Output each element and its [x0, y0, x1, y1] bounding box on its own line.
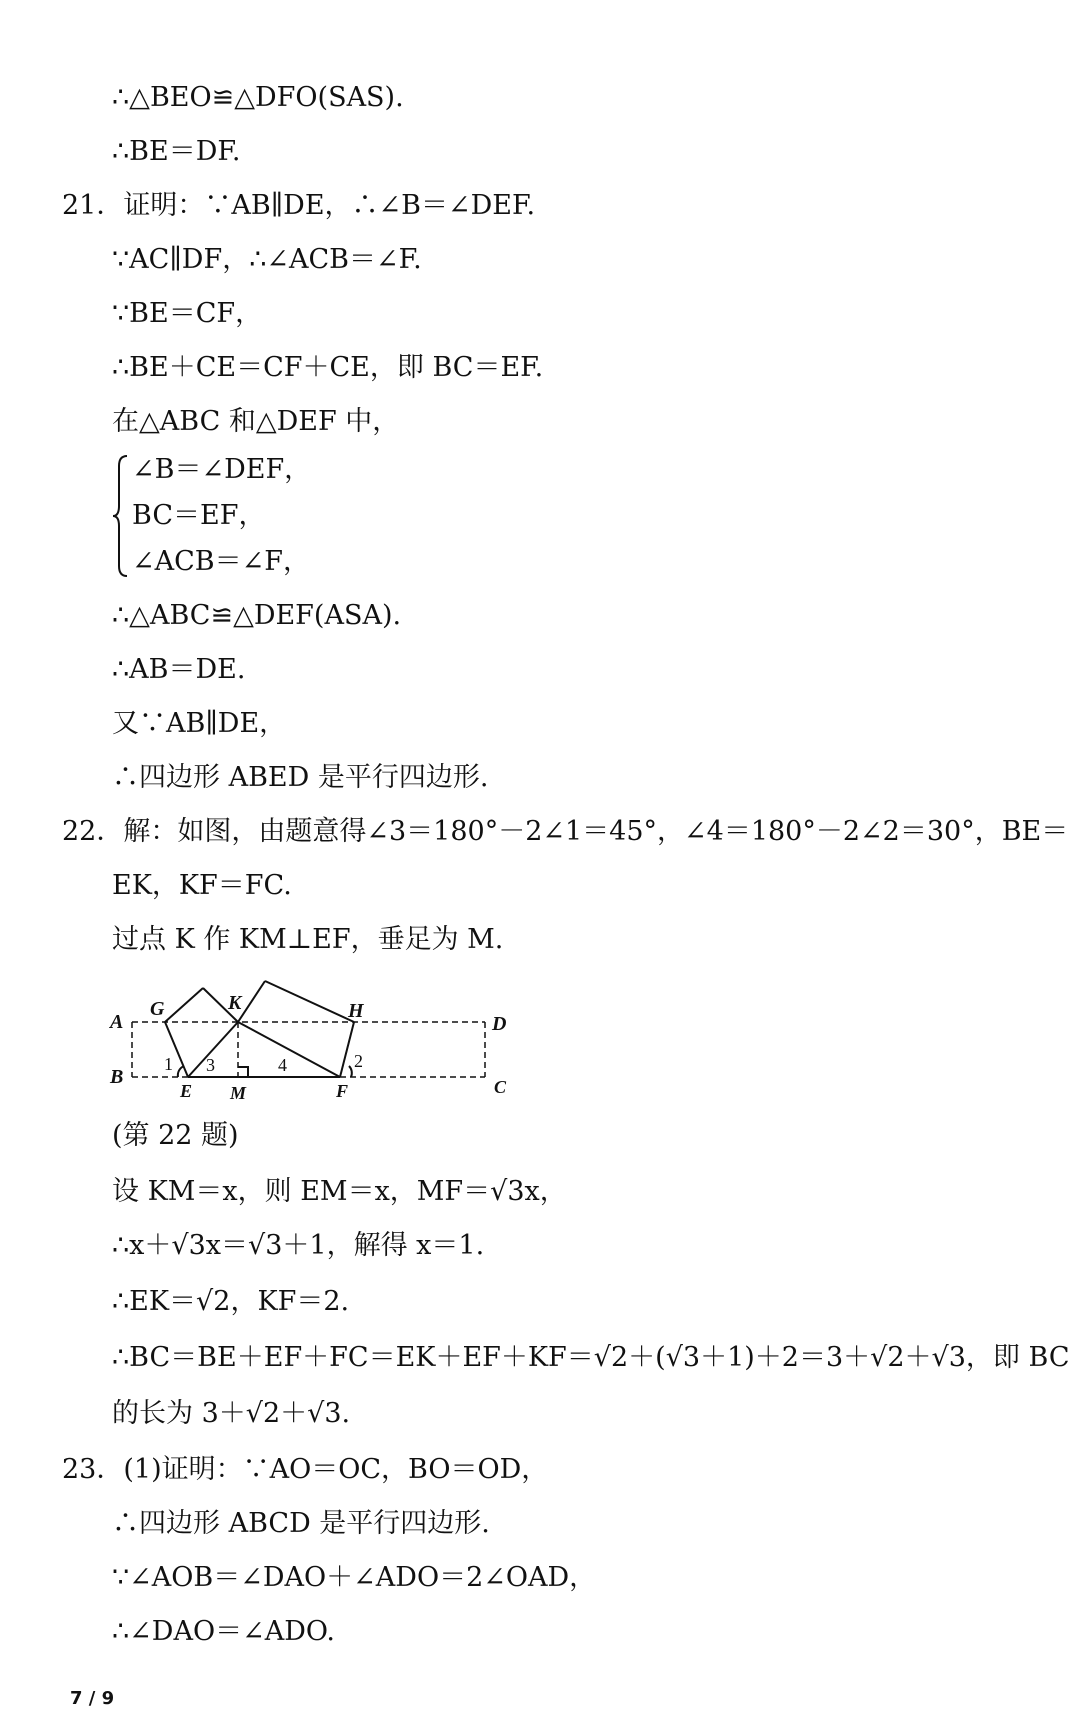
text-line: ∴BE＝DF.: [112, 136, 241, 167]
equation-system: [112, 452, 412, 580]
text-line: 过点 K 作 KM⊥EF，垂足为 M.: [112, 924, 504, 955]
figure-caption: (第 22 题): [112, 1120, 239, 1151]
system-line: BC＝EF，: [132, 500, 266, 531]
label-point-e: E: [180, 1081, 193, 1101]
text-line: ∴BE＋CE＝CF＋CE，即 BC＝EF.: [112, 352, 544, 383]
system-line: ∠B＝∠DEF，: [132, 454, 312, 485]
problem-23-heading: 23．(1)证明：∵AO＝OC，BO＝OD，: [62, 1454, 549, 1485]
label-angle-3: 3: [206, 1055, 215, 1075]
label-angle-4: 4: [278, 1055, 287, 1075]
label-point-d: D: [492, 1013, 507, 1035]
folded-shape: [165, 981, 354, 1077]
text-line: ∵∠AOB＝∠DAO＋∠ADO＝2∠OAD，: [112, 1562, 597, 1593]
label-point-k: K: [228, 992, 242, 1014]
text-line: ∴x＋√3x＝√3＋1，解得 x＝1.: [112, 1230, 485, 1261]
label-point-m: M: [230, 1083, 247, 1103]
text-line: ∴AB＝DE.: [112, 654, 246, 685]
left-brace-icon: [112, 452, 130, 580]
text-line: ∴∠DAO＝∠ADO.: [112, 1616, 335, 1647]
text-line: 的长为 3＋√2＋√3.: [112, 1398, 351, 1429]
label-point-f: F: [336, 1081, 349, 1101]
text-line: ∴四边形 ABCD 是平行四边形.: [112, 1508, 490, 1539]
geometry-figure-22: [108, 975, 508, 1105]
text-line: ∴四边形 ABED 是平行四边形.: [112, 762, 489, 793]
label-point-h: H: [348, 1000, 364, 1022]
text-line: 在△ABC 和△DEF 中，: [112, 406, 400, 437]
label-angle-1: 1: [164, 1054, 173, 1074]
text-line: ∵BE＝CF，: [112, 298, 263, 329]
problem-22-heading: 22．解：如图，由题意得∠3＝180°－2∠1＝45°，∠4＝180°－2∠2＝30°，BE＝: [62, 816, 1069, 847]
text-line: EK，KF＝FC.: [112, 870, 292, 901]
text-line: 又∵AB∥DE，: [112, 708, 287, 739]
text-line: ∴BC＝BE＋EF＋FC＝EK＋EF＋KF＝√2＋(√3＋1)＋2＝3＋√2＋√3，即 BC: [112, 1342, 1070, 1373]
label-point-c: C: [494, 1077, 507, 1097]
page-number: 7 / 9: [70, 1688, 115, 1709]
text-line: ∴△BEO≌△DFO(SAS).: [112, 82, 404, 113]
problem-21-heading: 21．证明：∵AB∥DE，∴∠B＝∠DEF.: [62, 190, 536, 221]
text-line: ∴△ABC≌△DEF(ASA).: [112, 600, 402, 631]
text-line: ∴EK＝√2，KF＝2.: [112, 1286, 350, 1317]
system-line: ∠ACB＝∠F，: [132, 546, 310, 577]
label-angle-2: 2: [354, 1051, 363, 1071]
label-point-a: A: [110, 1011, 124, 1033]
label-point-b: B: [110, 1066, 124, 1088]
label-point-g: G: [150, 998, 165, 1020]
text-line: 设 KM＝x，则 EM＝x，MF＝√3x，: [112, 1176, 567, 1207]
text-line: ∵AC∥DF，∴∠ACB＝∠F.: [112, 244, 422, 275]
